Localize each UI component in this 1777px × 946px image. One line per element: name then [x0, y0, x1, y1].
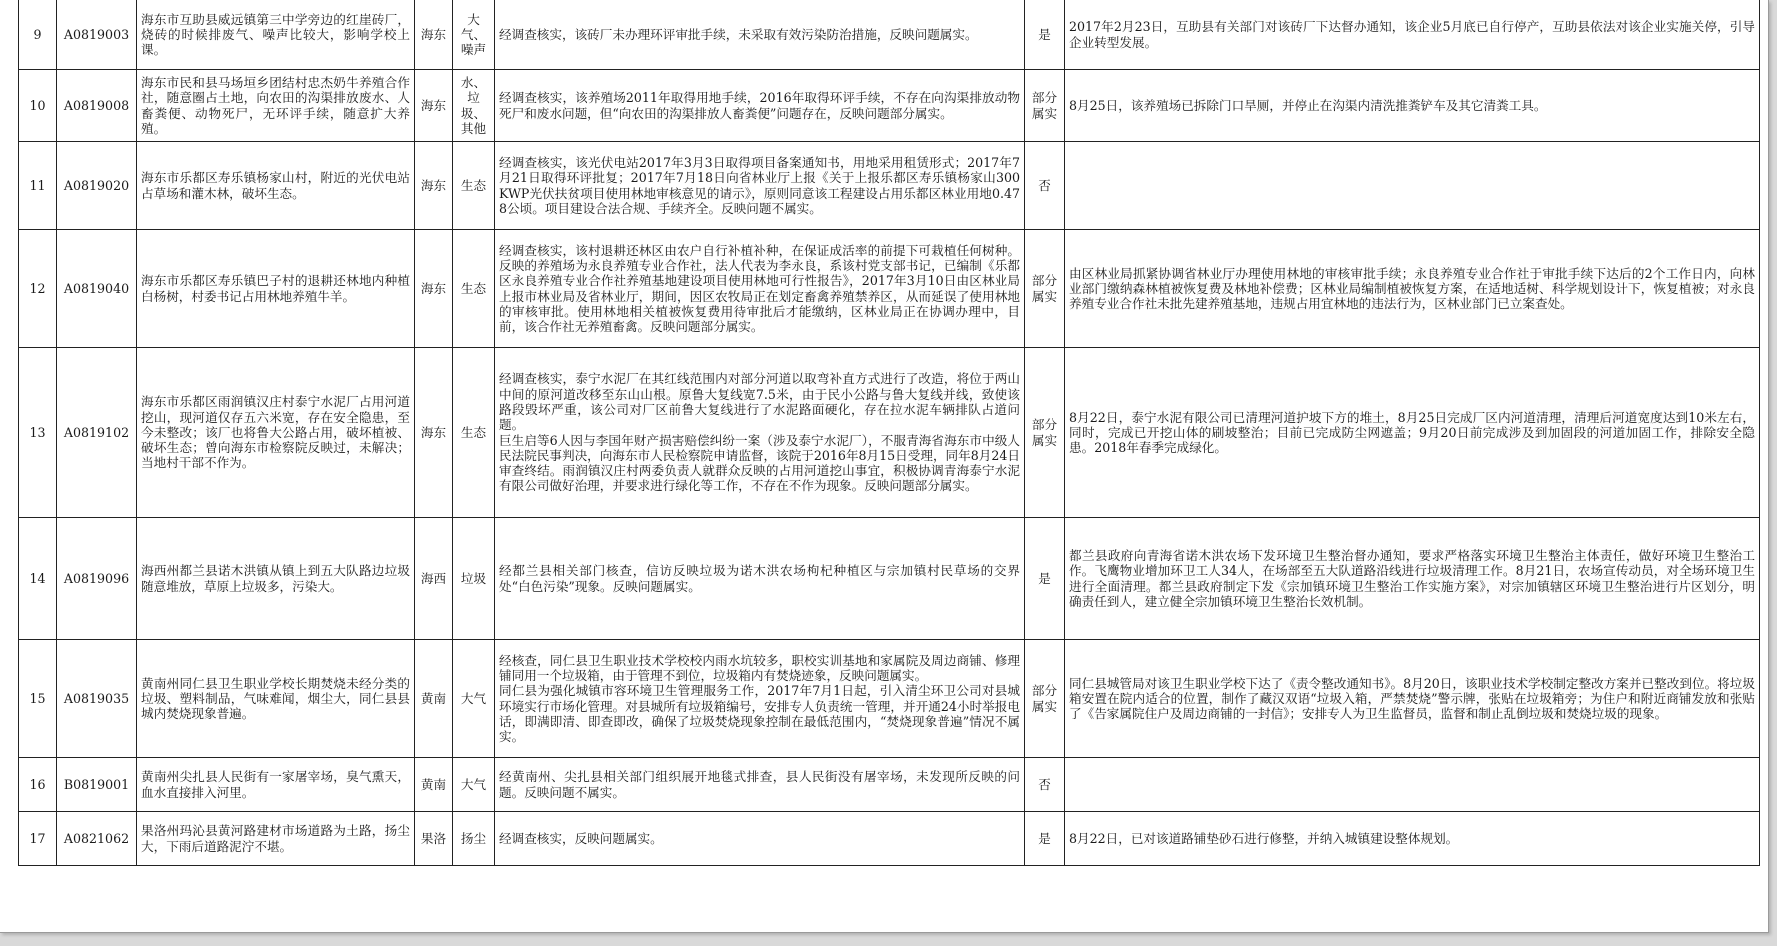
investigation-result: 经调查核实，该光伏电站2017年3月3日取得项目备案通知书，用地采用租赁形式；2017年7月21日取得环评批复；2017年7月18日向省林业厅上报《关于上报乐都区寿乐镇杨家山300KWP光伏扶贫项目使用林地审核意见的请示》，原则同意该工程建设占用乐都区林业用地0.478公顷。项目建设合法合规、手续齐全。反映问题不属实。 — [495, 142, 1025, 230]
complaint-text: 黄南州尖扎县人民街有一家屠宰场，臭气熏天，血水直接排入河里。 — [137, 758, 415, 812]
region: 海东 — [415, 70, 453, 142]
table-row — [19, 518, 1760, 640]
investigation-result: 经黄南州、尖扎县相关部门组织展开地毯式排查，县人民街没有屠宰场，未发现所反映的问题。反映问题不属实。 — [495, 758, 1025, 812]
investigation-result: 经调查核实，该村退耕还林区由农户自行补植补种，在保证成活率的前提下可栽植任何树种。反映的养殖场为永良养殖专业合作社，法人代表为李永良，系该村党支部书记，已编制《乐都区永良养殖专业合作社养殖基地建设项目使用林地可行性报告》，2017年3月10日由区林业局上报市林业局及省林业厅，期间，因区农牧局正在划定畜禽养殖禁养区，从而延误了使用林地的审核审批。使用林地相关植被恢复费用待审批后才能缴纳，区林业局正在协调办理中，目前，该合作社无养殖畜禽。反映问题部分属实。 — [495, 230, 1025, 348]
table-row — [19, 812, 1760, 866]
row-number: 13 — [19, 348, 57, 518]
case-code: A0819102 — [57, 348, 137, 518]
row-number: 10 — [19, 70, 57, 142]
verdict: 是 — [1025, 812, 1065, 866]
table-row — [19, 758, 1760, 812]
case-code: A0819040 — [57, 230, 137, 348]
complaint-text: 黄南州同仁县卫生职业学校长期焚烧未经分类的垃圾、塑料制品，气味难闻，烟尘大，同仁县县城内焚烧现象普遍。 — [137, 640, 415, 758]
category: 生态 — [453, 348, 495, 518]
region: 海东 — [415, 230, 453, 348]
handling-status: 8月22日，已对该道路铺垫砂石进行修整，并纳入城镇建设整体规划。 — [1065, 812, 1760, 866]
table-row — [19, 230, 1760, 348]
region: 黄南 — [415, 758, 453, 812]
verdict: 否 — [1025, 758, 1065, 812]
category: 扬尘 — [453, 812, 495, 866]
verdict: 部分属实 — [1025, 70, 1065, 142]
region: 海东 — [415, 142, 453, 230]
investigation-result: 经调查核实，该砖厂未办理环评审批手续，未采取有效污染防治措施，反映问题属实。 — [495, 0, 1025, 70]
complaint-text: 果洛州玛沁县黄河路建材市场道路为土路，扬尘大，下雨后道路泥泞不堪。 — [137, 812, 415, 866]
category: 生态 — [453, 142, 495, 230]
table-body — [19, 0, 1760, 866]
category: 大气 — [453, 758, 495, 812]
table-row — [19, 142, 1760, 230]
row-number: 9 — [19, 0, 57, 70]
investigation-result: 经核查，同仁县卫生职业技术学校校内雨水坑较多，职校实训基地和家属院及周边商铺、修理铺同用一个垃圾箱，由于管理不到位，垃圾箱内有焚烧迹象，反映问题属实。 同仁县为强化城镇市容环境卫生管理服务工作，2017年7月1日起，引入清尘环卫公司对县城环境实行市场化管理。对县城所有垃圾箱编号，安排专人负责统一管理，并开通24小时举报电话，即满即清、即查即改，确保了垃圾焚烧现象控制在最低范围内，“焚烧现象普遍”情况不属实。 — [495, 640, 1025, 758]
complaint-text: 海东市民和县马场垣乡团结村忠杰奶牛养殖合作社，随意圈占土地，向农田的沟渠排放废水、人畜粪便、动物死尸，无环评手续，随意扩大养殖。 — [137, 70, 415, 142]
row-number: 17 — [19, 812, 57, 866]
row-number: 12 — [19, 230, 57, 348]
handling-status — [1065, 142, 1760, 230]
category: 大气 — [453, 640, 495, 758]
row-number: 16 — [19, 758, 57, 812]
complaint-text: 海东市乐都区寿乐镇杨家山村，附近的光伏电站占草场和灌木林，破坏生态。 — [137, 142, 415, 230]
investigation-result: 经调查核实，反映问题属实。 — [495, 812, 1025, 866]
category: 垃圾 — [453, 518, 495, 640]
case-code: A0819096 — [57, 518, 137, 640]
case-code: A0819020 — [57, 142, 137, 230]
investigation-result: 经调查核实，该养殖场2011年取得用地手续，2016年取得环评手续，不存在向沟渠排放动物死尸和废水问题，但“向农田的沟渠排放人畜粪便”问题存在，反映问题部分属实。 — [495, 70, 1025, 142]
case-code: A0819035 — [57, 640, 137, 758]
complaint-table — [18, 0, 1760, 866]
case-code: B0819001 — [57, 758, 137, 812]
handling-status: 都兰县政府向青海省诺木洪农场下发环境卫生整治督办通知，要求严格落实环境卫生整治主体责任，做好环境卫生整治工作。飞鹰物业增加环卫工人34人，在场部至五大队道路沿线进行垃圾清理工作。8月21日，农场宣传动员，对全场环境卫生进行全面清理。都兰县政府制定下发《宗加镇环境卫生整治工作实施方案》，对宗加镇辖区环境卫生整治进行片区划分，明确责任到人，建立健全宗加镇环境卫生整治长效机制。 — [1065, 518, 1760, 640]
handling-status: 8月25日，该养殖场已拆除门口旱厕，并停止在沟渠内清洗推粪铲车及其它清粪工具。 — [1065, 70, 1760, 142]
handling-status: 8月22日，泰宁水泥有限公司已清理河道护坡下方的堆土，8月25日完成厂区内河道清理，清理后河道宽度达到10米左右，同时，完成已开挖山体的刷坡整治；目前已完成防尘网遮盖；9月20日前完成涉及到加固段的河道加固工作，排除安全隐患。2018年春季完成绿化。 — [1065, 348, 1760, 518]
verdict: 否 — [1025, 142, 1065, 230]
table-row — [19, 70, 1760, 142]
table-row — [19, 640, 1760, 758]
handling-status: 由区林业局抓紧协调省林业厅办理使用林地的审核审批手续；永良养殖专业合作社于审批手续下达后的2个工作日内，向林业部门缴纳森林植被恢复费及林地补偿费；区林业局编制植被恢复方案，在适地适树、科学规划设计下，恢复植被；对永良养殖专业合作社未批先建养殖基地，违规占用宜林地的违法行为，区林业部门已立案查处。 — [1065, 230, 1760, 348]
complaint-text: 海东市乐都区雨润镇汉庄村泰宁水泥厂占用河道挖山，现河道仅存五六米宽，存在安全隐患，至今未整改；该厂也将鲁大公路占用，破坏植被、破坏生态；曾向海东市检察院反映过，未解决；当地村干部不作为。 — [137, 348, 415, 518]
investigation-result: 经都兰县相关部门核查，信访反映垃圾为诺木洪农场枸杞种植区与宗加镇村民草场的交界处“白色污染”现象。反映问题属实。 — [495, 518, 1025, 640]
investigation-result: 经调查核实，泰宁水泥厂在其红线范围内对部分河道以取弯补直方式进行了改造，将位于两山中间的原河道改移至东山山根。原鲁大复线宽7.5米，由于民小公路与鲁大复线并线，致使该路段毁坏严重，该公司对厂区前鲁大复线进行了水泥路面硬化，存在拉水泥车辆排队占道问题。 巨生启等6人因与李国年财产损害赔偿纠纷一案（涉及泰宁水泥厂），不服青海省海东市中级人民法院民事判决，向海东市人民检察院申请监督，该院于2016年8月15日受理，同年8月24日审查终结。雨润镇汉庄村两委负责人就群众反映的占用河道挖山事宜，积极协调青海泰宁水泥有限公司做好治理，并要求进行绿化等工作，不存在不作为现象。反映问题部分属实。 — [495, 348, 1025, 518]
region: 果洛 — [415, 812, 453, 866]
complaint-text: 海东市互助县威远镇第三中学旁边的红崖砖厂，烧砖的时候排废气、噪声比较大，影响学校上课。 — [137, 0, 415, 70]
case-code: A0821062 — [57, 812, 137, 866]
category: 水、垃圾、其他 — [453, 70, 495, 142]
handling-status: 2017年2月23日，互助县有关部门对该砖厂下达督办通知，该企业5月底已自行停产，互助县依法对该企业实施关停，引导企业转型发展。 — [1065, 0, 1760, 70]
case-code: A0819003 — [57, 0, 137, 70]
row-number: 11 — [19, 142, 57, 230]
handling-status — [1065, 758, 1760, 812]
verdict: 是 — [1025, 0, 1065, 70]
category: 大气、噪声 — [453, 0, 495, 70]
table-row — [19, 348, 1760, 518]
region: 黄南 — [415, 640, 453, 758]
verdict: 部分属实 — [1025, 230, 1065, 348]
complaint-text: 海西州都兰县诺木洪镇从镇上到五大队路边垃圾随意堆放，草原上垃圾多，污染大。 — [137, 518, 415, 640]
complaint-text: 海东市乐都区寿乐镇巴子村的退耕还林地内种植白杨树，村委书记占用林地养殖牛羊。 — [137, 230, 415, 348]
region: 海东 — [415, 0, 453, 70]
region: 海东 — [415, 348, 453, 518]
verdict: 是 — [1025, 518, 1065, 640]
row-number: 14 — [19, 518, 57, 640]
handling-status: 同仁县城管局对该卫生职业学校下达了《责令整改通知书》。8月20日，该职业技术学校制定整改方案并已整改到位。将垃圾箱安置在院内适合的位置，制作了藏汉双语“垃圾入箱，严禁焚烧”警示牌，张贴在垃圾箱旁；为住户和附近商铺发放和张贴了《告家属院住户及周边商铺的一封信》；安排专人为卫生监督员，监督和制止乱倒垃圾和焚烧垃圾的现象。 — [1065, 640, 1760, 758]
verdict: 部分属实 — [1025, 640, 1065, 758]
case-code: A0819008 — [57, 70, 137, 142]
verdict: 部分属实 — [1025, 348, 1065, 518]
row-number: 15 — [19, 640, 57, 758]
table-row — [19, 0, 1760, 70]
category: 生态 — [453, 230, 495, 348]
region: 海西 — [415, 518, 453, 640]
